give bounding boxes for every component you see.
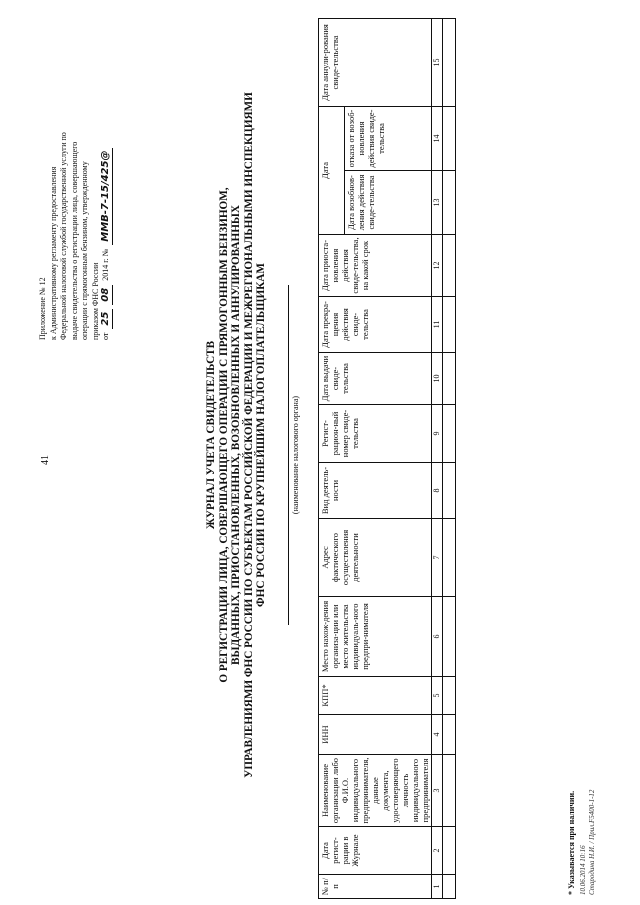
header-row	[319, 18, 345, 898]
col-header-organization-name: Наименование организации либо Ф.И.О. индивидуального предпринимателя, данные документа, удостоверяющего личность индивидуального предпринимателя	[319, 755, 432, 827]
appendix-line: операции с прямогонным бензином, утвержденному	[80, 161, 89, 340]
appendix-line: к Административному регламенту предоставления	[48, 166, 58, 340]
column-number: 3	[432, 755, 443, 827]
title-line: ВЫДАННЫХ, ПРИОСТАНОВЛЕННЫХ, ВОЗОБНОВЛЕННЫХ И АННУЛИРОВАННЫХ	[230, 205, 243, 665]
page-number: 41	[40, 455, 51, 465]
entry-cell	[443, 827, 456, 875]
col-header-refusal-resumption: отказа от возоб-новления действия свиде-тельства	[345, 106, 432, 170]
column-number: 4	[432, 715, 443, 755]
col-header-annulment-date: Дата аннули-рования свиде-тельства	[319, 18, 432, 106]
column-number: 12	[432, 235, 443, 297]
column-number: 7	[432, 519, 443, 597]
footnote-block	[567, 790, 597, 895]
entry-cell	[443, 463, 456, 519]
column-number: 8	[432, 463, 443, 519]
empty-entry-row	[443, 18, 456, 898]
appendix-line: Федеральной налоговой службой государственной услуги по	[59, 132, 68, 340]
column-number: 15	[432, 18, 443, 106]
col-header-number: № п/п	[319, 875, 432, 899]
order-number: ММВ-7-15/425@	[101, 148, 113, 245]
col-header-location: Место нахож-дения организа-ции или место жительства индивидуаль-ного предпри-нимателя	[319, 597, 432, 677]
entry-cell	[443, 597, 456, 677]
appendix-line: Приложение № 12	[38, 277, 47, 340]
order-from-label: от	[101, 332, 110, 340]
entry-cell	[443, 18, 456, 106]
entry-cell	[443, 353, 456, 405]
entry-cell	[443, 405, 456, 463]
col-group-header-date: Дата	[319, 106, 345, 234]
column-number: 11	[432, 297, 443, 353]
col-header-certificate-number: Регист-рацион-ный номер свиде-тельства	[319, 405, 432, 463]
column-number-row	[432, 18, 443, 898]
entry-cell	[443, 519, 456, 597]
column-number: 10	[432, 353, 443, 405]
column-number: 14	[432, 106, 443, 170]
appendix-line: выдаче свидетельства о регистрации лица, совершающего	[69, 141, 79, 340]
print-stamp-line: Стародина Н.И. / Прил.F5400-1-12	[588, 789, 596, 895]
entry-cell	[443, 677, 456, 715]
order-reference	[101, 20, 113, 340]
journal-table	[318, 18, 456, 899]
order-year: 2014 г. №	[101, 248, 110, 281]
order-day: 25	[101, 309, 113, 329]
col-header-activity-type: Вид деятель-ности	[319, 463, 432, 519]
column-number: 13	[432, 171, 443, 235]
col-header-kpp: КПП*	[319, 677, 432, 715]
column-number: 6	[432, 597, 443, 677]
entry-cell	[443, 297, 456, 353]
col-header-registration-date: Дата регист-рации в Журнале	[319, 827, 432, 875]
column-number: 5	[432, 677, 443, 715]
tax-authority-field	[288, 285, 300, 625]
tax-authority-underline	[288, 285, 289, 625]
col-header-resumption-date: Дата возобнов-ления действия свиде-тельства	[345, 171, 432, 235]
title-line: УПРАВЛЕНИЯМИ ФНС РОССИИ ПО СУБЪЕКТАМ РОССИЙСКОЙ ФЕДЕРАЦИИ И МЕЖРЕГИОНАЛЬНЫМИ ИНСПЕКЦИЯМИ	[242, 92, 255, 778]
appendix-block	[38, 20, 113, 340]
title-line: О РЕГИСТРАЦИИ ЛИЦА, СОВЕРШАЮЩЕГО ОПЕРАЦИИ С ПРЯМОГОННЫМ БЕНЗИНОМ,	[217, 187, 230, 683]
journal-title	[205, 25, 268, 845]
kpp-footnote: * Указывается при наличии.	[567, 790, 576, 895]
column-number: 2	[432, 827, 443, 875]
col-header-suspension-date: Дата приоста-новления действия свиде-тельства, на какой срок	[319, 235, 432, 297]
col-header-actual-address: Адрес фактического осуществления деятельности	[319, 519, 432, 597]
entry-cell	[443, 171, 456, 235]
col-header-termination-date: Дата прекра-щения действия свиде-тельства	[319, 297, 432, 353]
entry-cell	[443, 235, 456, 297]
col-header-inn: ИНН	[319, 715, 432, 755]
tax-authority-caption: (наименование налогового органа)	[291, 395, 300, 515]
entry-cell	[443, 106, 456, 170]
order-month: 08	[101, 285, 113, 305]
entry-cell	[443, 755, 456, 827]
col-header-issue-date: Дата выдачи свиде-тельства	[319, 353, 432, 405]
title-line: ФНС РОССИИ ПО КРУПНЕЙШИМ НАЛОГОПЛАТЕЛЬЩИКАМ	[255, 263, 268, 607]
entry-cell	[443, 875, 456, 899]
entry-cell	[443, 715, 456, 755]
title-line: ЖУРНАЛ УЧЕТА СВИДЕТЕЛЬСТВ	[205, 340, 217, 530]
appendix-line: приказом ФНС России	[90, 262, 100, 340]
print-stamp-line: 10.06.2014 10:16	[579, 845, 587, 895]
column-number: 9	[432, 405, 443, 463]
column-number: 1	[432, 875, 443, 899]
